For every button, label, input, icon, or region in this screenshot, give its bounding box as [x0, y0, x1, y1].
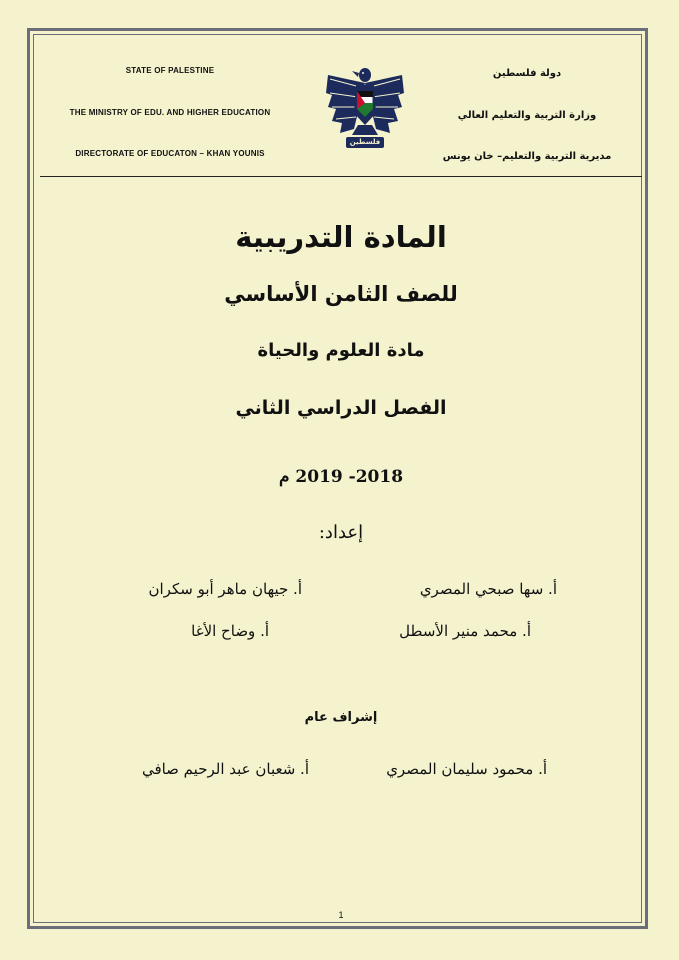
prepared-name: أ. وضاح الأغا — [191, 622, 269, 640]
title-year: 2018- 2019 م — [278, 467, 404, 487]
header-ar-directorate: مديرية التربية والتعليم– خان يونس — [442, 151, 612, 162]
prepared-name: أ. سها صبحي المصري — [419, 580, 557, 598]
emblem-caption: فلسطين — [349, 138, 381, 146]
supervision-name: أ. شعبان عبد الرحيم صافي — [141, 760, 309, 778]
header-divider — [40, 176, 642, 177]
title-main: المادة التدريبية — [235, 220, 447, 254]
supervision-label: إشراف عام — [304, 710, 378, 725]
title-semester: الفصل الدراسي الثاني — [235, 397, 447, 419]
title-grade: للصف الثامن الأساسي — [224, 282, 458, 306]
header-ar-state: دولة فلسطين — [492, 68, 562, 79]
supervision-name: أ. محمود سليمان المصري — [386, 760, 547, 778]
header-en-state: STATE OF PALESTINE — [125, 66, 215, 75]
prepared-name: أ. جيهان ماهر أبو سكران — [148, 580, 302, 598]
page-number: 1 — [338, 910, 344, 920]
title-subject: مادة العلوم والحياة — [257, 340, 425, 361]
prepared-name: أ. محمد منير الأسطل — [399, 622, 531, 640]
header-ar-ministry: وزارة التربية والتعليم العالي — [457, 110, 597, 121]
header-en-ministry: THE MINISTRY OF EDU. AND HIGHER EDUCATION — [69, 108, 271, 117]
header-en-directorate: DIRECTORATE OF EDUCATON – KHAN YOUNIS — [75, 149, 265, 158]
prepared-label: إعداد: — [318, 522, 364, 543]
